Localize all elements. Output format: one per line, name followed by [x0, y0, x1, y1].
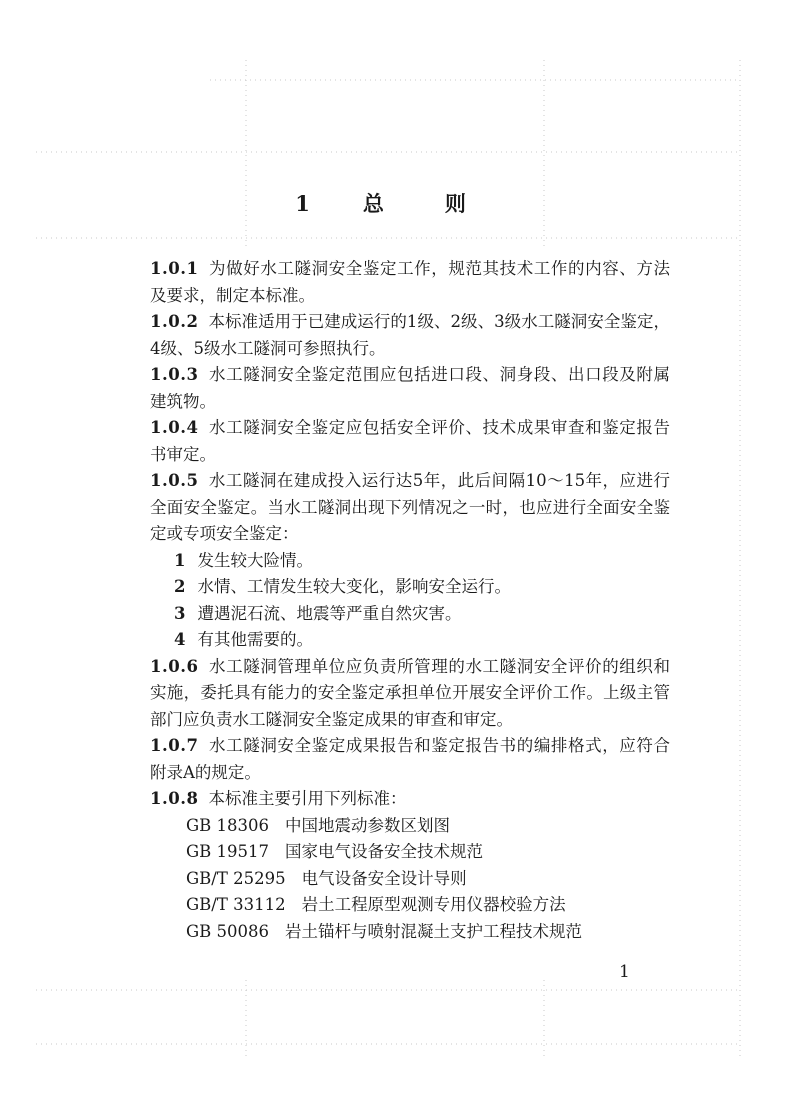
chapter-title	[0, 188, 792, 218]
clause-text: 水工隧洞安全鉴定成果报告和鉴定报告书的编排格式，应符合附录A的规定。	[150, 736, 670, 782]
reference-title: 岩土工程原型观测专用仪器校验方法	[301, 895, 566, 914]
condition-number: 4	[174, 630, 186, 649]
clause-text: 本标准适用于已建成运行的1级、2级、3级水工隧洞安全鉴定，4级、5级水工隧洞可参照执行。	[150, 312, 670, 358]
reference-item	[150, 813, 670, 840]
chapter-title-char: 总	[362, 191, 385, 216]
condition-item	[150, 548, 670, 575]
reference-item	[150, 919, 670, 946]
clause-number: 1.0.2	[150, 312, 199, 331]
reference-item	[150, 892, 670, 919]
clause	[150, 733, 670, 786]
chapter-number: 1	[295, 191, 311, 216]
clause-text: 水工隧洞安全鉴定范围应包括进口段、洞身段、出口段及附属建筑物。	[150, 365, 670, 411]
reference-code: GB 50086	[186, 921, 270, 941]
clause	[150, 654, 670, 734]
clause-text: 水工隧洞在建成投入运行达5年，此后间隔10～15年，应进行全面安全鉴定。当水工隧洞出现下列情况之一时，也应进行全面安全鉴定或专项安全鉴定：	[150, 471, 670, 543]
reference-title: 岩土锚杆与喷射混凝土支护工程技术规范	[285, 921, 583, 941]
condition-number: 1	[174, 550, 186, 570]
clause	[150, 786, 670, 813]
clause-number: 1.0.8	[150, 789, 199, 808]
page-number: 1	[619, 962, 630, 982]
clause-text: 水工隧洞管理单位应负责所管理的水工隧洞安全评价的组织和实施，委托具有能力的安全鉴定承担单位开展安全评价工作。上级主管部门应负责水工隧洞安全鉴定成果的审查和审定。	[150, 656, 670, 729]
reference-code: GB/T 25295	[186, 868, 286, 888]
clause-number: 1.0.3	[150, 365, 199, 384]
clause-number: 1.0.1	[150, 259, 199, 278]
clause-text: 水工隧洞安全鉴定应包括安全评价、技术成果审查和鉴定报告书审定。	[150, 418, 670, 464]
condition-item	[150, 601, 670, 628]
clause	[150, 468, 670, 548]
reference-title: 电气设备安全设计导则	[301, 868, 467, 888]
condition-number: 2	[174, 577, 186, 596]
clause-text: 本标准主要引用下列标准：	[208, 789, 407, 808]
chapter-body	[150, 256, 670, 945]
clause-number: 1.0.4	[150, 418, 199, 437]
condition-item	[150, 627, 670, 654]
reference-title: 中国地震动参数区划图	[285, 815, 451, 835]
condition-item	[150, 574, 670, 601]
clause	[150, 415, 670, 468]
clause-number: 1.0.7	[150, 736, 199, 755]
clause	[150, 362, 670, 415]
clause-number: 1.0.6	[150, 656, 199, 676]
clause	[150, 309, 670, 362]
chapter-title-char: 则	[444, 191, 467, 216]
clause-text: 为做好水工隧洞安全鉴定工作，规范其技术工作的内容、方法及要求，制定本标准。	[150, 259, 670, 305]
clause	[150, 256, 670, 309]
clause-number: 1.0.5	[150, 471, 199, 490]
reference-code: GB 19517	[186, 842, 270, 861]
reference-item	[150, 839, 670, 866]
reference-code: GB/T 33112	[186, 895, 286, 914]
condition-number: 3	[174, 603, 186, 623]
condition-text: 发生较大险情。	[197, 550, 313, 570]
condition-text: 水情、工情发生较大变化，影响安全运行。	[197, 577, 511, 596]
reference-title: 国家电气设备安全技术规范	[285, 842, 484, 861]
condition-text: 有其他需要的。	[197, 630, 313, 649]
condition-text: 遭遇泥石流、地震等严重自然灾害。	[197, 603, 462, 623]
reference-code: GB 18306	[186, 815, 270, 835]
reference-item	[150, 866, 670, 893]
